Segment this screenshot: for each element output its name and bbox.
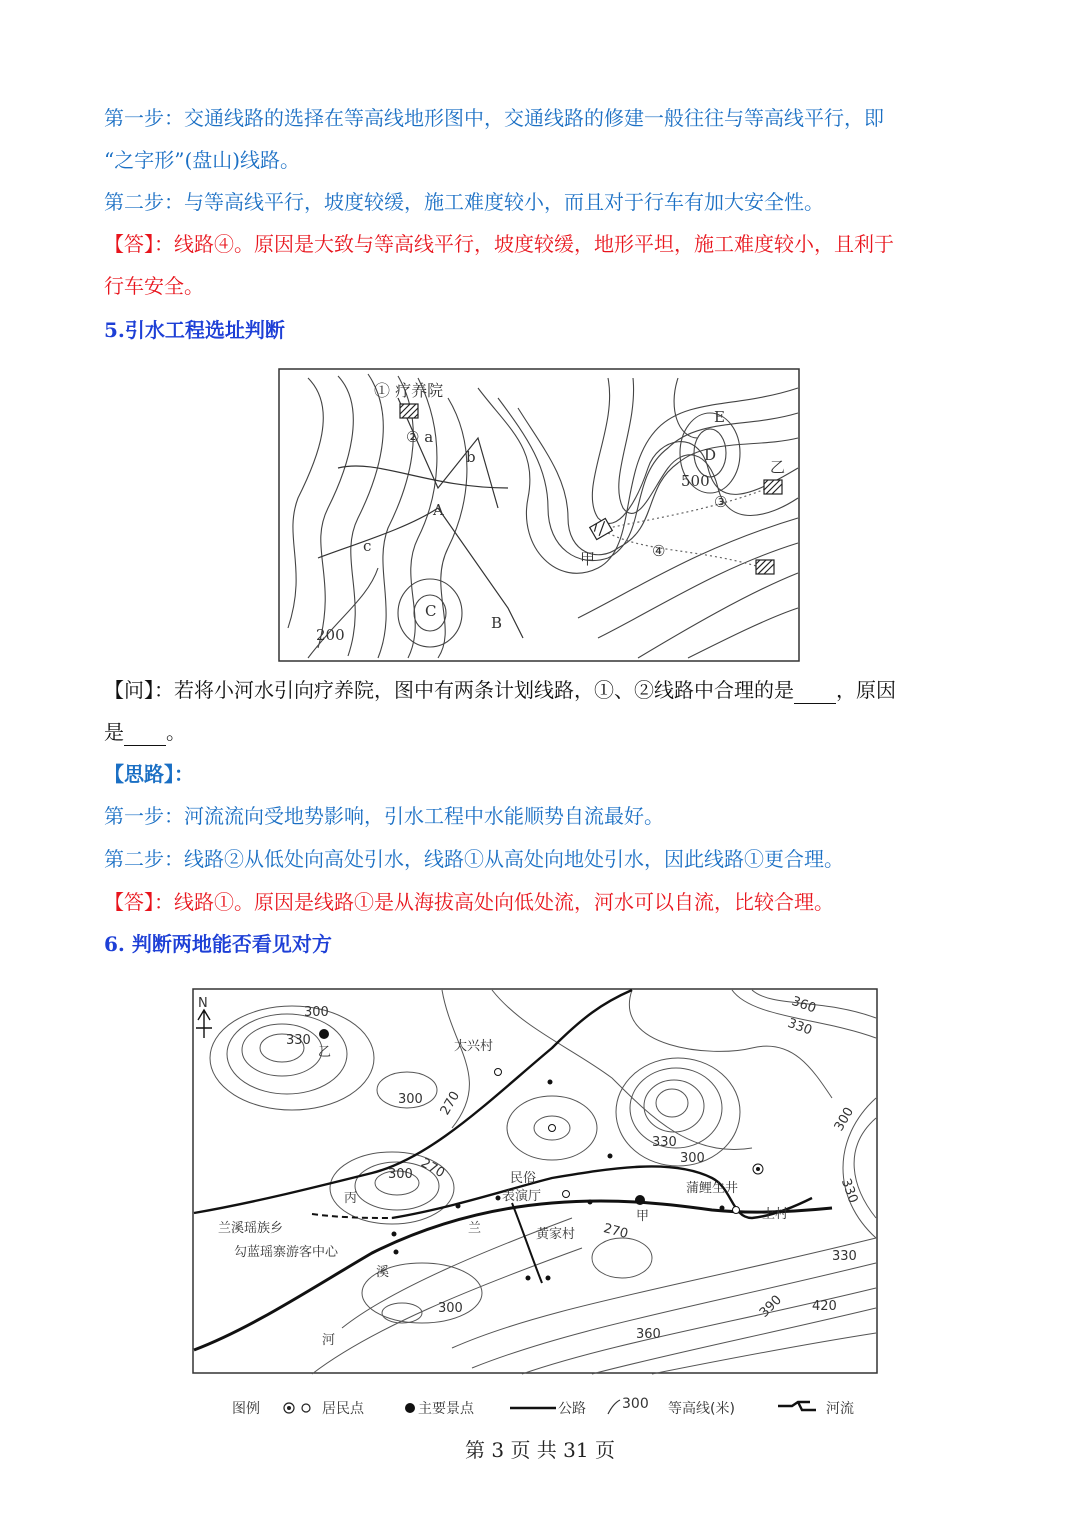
label-B: B (491, 614, 503, 632)
label-C: C (425, 602, 437, 620)
label-route3: ③ (714, 493, 728, 511)
label-300b: 300 (398, 1092, 423, 1107)
label-huangjia: 黄家村 (536, 1227, 576, 1242)
answer-blank-2[interactable] (124, 725, 166, 746)
label-route2-a: ② a (406, 428, 434, 446)
label-he: 河 (322, 1333, 336, 1348)
s4-step2: 第二步：与等高线平行，坡度较缓，施工难度较小，而且对于行车有加大安全性。 (104, 190, 824, 214)
s5-answer: 【答】：线路①。原因是线路①是从海拔高处向低处流，河水可以自流，比较合理。 (104, 890, 834, 914)
label-270a: 270 (437, 1088, 464, 1118)
label-yi: 乙 (770, 458, 786, 476)
label-shangcun: 上村 (762, 1207, 789, 1222)
label-200: 200 (316, 626, 345, 644)
label-270b: 270 (418, 1155, 448, 1182)
label-390: 390 (756, 1292, 785, 1321)
contour-icon (606, 1396, 622, 1416)
label-jia: 甲 (636, 1209, 650, 1224)
label-puli: 蒲鲤生井 (686, 1181, 739, 1196)
north-label: N (198, 996, 208, 1011)
label-330d: 330 (837, 1176, 861, 1206)
label-300f: 300 (438, 1301, 463, 1316)
scenic-icon (402, 1400, 418, 1416)
legend-title: 图例 (232, 1401, 260, 1417)
page-footer: 第 3 页 共 31 页 (465, 1438, 615, 1462)
road-icon (508, 1400, 558, 1416)
legend-contour-value: 300 (622, 1396, 649, 1412)
label-minsu-2: 表演厅 (502, 1189, 542, 1204)
legend-settlement: 居民点 (322, 1401, 364, 1417)
label-route4: ④ (652, 542, 666, 560)
label-jia: 甲 (580, 550, 596, 568)
s5-question-line1 (104, 676, 984, 704)
s5-thinking-label: 【思路】： (104, 762, 194, 786)
label-gouland: 勾蓝瑶寨游客中心 (234, 1245, 339, 1260)
label-300e: 300 (388, 1167, 413, 1182)
section6-heading: 6. 判断两地能否看见对方 (104, 932, 332, 956)
s5-step1: 第一步：河流流向受地势影响，引水工程中水能顺势自流最好。 (104, 804, 664, 828)
label-xi: 溪 (376, 1265, 390, 1280)
s4-step1-line2: “之字形”(盘山)线路。 (104, 148, 301, 172)
s5-step2: 第二步：线路②从低处向高处引水，线路①从高处向地处引水，因此线路①更合理。 (104, 847, 844, 871)
s4-answer-line1: 【答】：线路④。原因是大致与等高线平行，坡度较缓，地形平坦，施工难度较小，且利于 (104, 232, 894, 256)
label-300d: 300 (831, 1104, 858, 1134)
label-lan: 兰 (468, 1221, 482, 1236)
label-A: A (433, 501, 444, 519)
label-bing: 丙 (344, 1191, 358, 1206)
map-legend (232, 1396, 872, 1420)
label-500: 500 (681, 472, 710, 490)
answer-blank-1[interactable] (794, 683, 836, 704)
question-text-4: 。 (166, 720, 186, 744)
label-330a: 330 (286, 1033, 311, 1048)
legend-contour: 等高线(米) (668, 1401, 735, 1417)
s4-step1-line1: 第一步：交通线路的选择在等高线地形图中，交通线路的修建一般往往与等高线平行，即 (104, 106, 884, 130)
legend-scenic: 主要景点 (418, 1401, 474, 1417)
river-icon (776, 1398, 822, 1416)
label-330b: 330 (785, 1015, 814, 1039)
question-text: 【问】：若将小河水引向疗养院，图中有两条计划线路，①、②线路中合理的是 (104, 678, 794, 702)
section5-heading: 5.引水工程选址判断 (104, 318, 285, 342)
label-330e: 330 (832, 1249, 857, 1264)
label-420: 420 (812, 1299, 837, 1314)
contour-map-1 (278, 368, 800, 662)
label-c: c (363, 537, 372, 555)
label-E: E (714, 408, 725, 426)
question-text-2: ，原因 (836, 678, 896, 702)
s4-answer-line2: 行车安全。 (104, 274, 204, 298)
label-minsu-1: 民俗 (510, 1171, 537, 1186)
label-sanatorium: ① 疗养院 (374, 381, 444, 400)
label-330c: 330 (652, 1135, 677, 1150)
label-360: 360 (789, 993, 818, 1017)
label-b: b (466, 448, 476, 466)
contour-map-2 (192, 988, 878, 1376)
label-daxing: 大兴村 (454, 1039, 494, 1054)
question-text-3: 是 (104, 720, 124, 744)
label-lanxi: 兰溪瑶族乡 (218, 1221, 284, 1236)
s5-question-line2 (104, 718, 984, 746)
settlement-icon (282, 1400, 318, 1416)
label-300a: 300 (304, 1005, 329, 1020)
label-D: D (704, 446, 717, 464)
legend-road: 公路 (558, 1401, 586, 1417)
label-270c: 270 (601, 1221, 630, 1243)
label-360b: 360 (636, 1327, 661, 1342)
label-300c: 300 (680, 1151, 705, 1166)
label-yi: 乙 (318, 1045, 332, 1060)
legend-river: 河流 (826, 1401, 854, 1417)
